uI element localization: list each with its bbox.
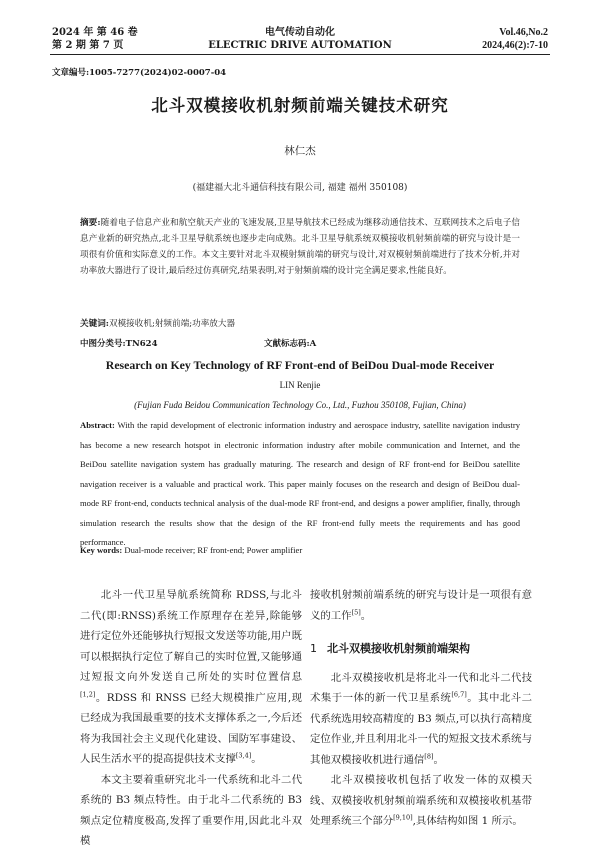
abstract-en-text: With the rapid development of electronic information industry and aerospace industry, satellite navigation industry has become a new research hotspot in electronic information industry after mobile communication and Internet, and the BeiDou satellite navigation system has gradually maturing. The research and design of RF front-end for BeiDou satellite navigation receiver is a valuable and practical work. This paper mainly focuses on the research and design of BeiDou dual-mode RF front-end, conducts technical analysis of the dual-mode RF front-end, and designs a power amplifier, finally, through simulation research the results show that the design of the RF front-end fully meets the requirements and has good performance. <box>80 420 521 547</box>
body-text: 。其中北斗二代系统选用较高精度的 B3 频点,可以执行高精度定位作业,并且利用北斗一代的短报文技术系统与其他双模接收机进行通信 <box>310 692 533 766</box>
body-left-column <box>80 585 302 852</box>
header-volume-en: Vol.46,No.2 <box>499 27 548 38</box>
citation-ref: [1,2] <box>80 690 96 699</box>
body-text: 北斗双模接收机是将北斗一代和北斗二代技术集于一体的新一代卫星系统 <box>310 671 532 704</box>
clc-number <box>80 337 157 349</box>
body-right-column <box>310 585 532 832</box>
abstract-cn <box>80 215 520 279</box>
body-paragraph: 本文主要着重研究北斗一代系统和北斗二代系统的 B3 频点特性。由于北斗二代系统的 B3 频点定位精度极高,发挥了重要作用,因此北斗双模 <box>80 773 302 847</box>
doc-code-value: A <box>309 339 317 349</box>
citation-ref: [8] <box>424 752 434 761</box>
header-pages-en: 2024,46(2):7-10 <box>482 40 548 51</box>
body-paragraph <box>80 585 302 770</box>
keywords-cn-label: 关键词: <box>80 319 109 329</box>
keywords-en-text: Dual-mode receiver; RF front-end; Power amplifier <box>124 545 303 555</box>
section-heading <box>310 639 532 660</box>
journal-name-en: ELECTRIC DRIVE AUTOMATION <box>208 40 392 51</box>
abstract-cn-label: 摘要: <box>80 218 101 228</box>
keywords-cn <box>80 316 520 332</box>
header-issue-cn: 第 2 期 第 7 页 <box>52 40 124 51</box>
body-text: ,具体结构如图 1 所示。 <box>412 815 523 827</box>
affiliation-en: (Fujian Fuda Beidou Communication Technology Co., Ltd., Fuzhou 350108, Fujian, China) <box>134 400 466 410</box>
author-cn: 林仁杰 <box>284 145 316 157</box>
citation-ref: [6,7] <box>451 690 467 699</box>
abstract-cn-text: 随着电子信息产业和航空航天产业的飞速发展,卫星导航技术已经成为继移动通信技术、互联网技术之后电子信息产业新的研究热点,北斗卫星导航系统也逐步走向成熟。北斗卫星导航系统双模接收机射频前端的研究与设计是一项很有价值和实际意义的工作。本文主要针对北斗双模射频前端的研究与设计,对双模射频前端进行了技术分析,并对功率放大器进行了设计,最后经过仿真研究,结果表明,对于射频前端的设计完全满足要求,性能良好。 <box>80 218 520 276</box>
header-volume-cn: 2024 年 第 46 卷 <box>52 27 138 38</box>
journal-name-cn: 电气传动自动化 <box>265 27 335 38</box>
citation-ref: [3,4] <box>235 751 252 760</box>
header-citation <box>482 26 548 52</box>
paper-title-cn: 北斗双模接收机射频前端关键技术研究 <box>151 96 449 115</box>
body-text: 北斗一代卫星导航系统简称 RDSS,与北斗二代(即:RNSS)系统工作原理存在差异,除能够进行定位外还能够执行短报文发送等功能,用户既可以根据执行定位了解自己的实时位置,又能够通过短报文向外发送自己所处的实时位置信息 <box>80 589 302 683</box>
section-title: 北斗双模接收机射频前端架构 <box>327 642 470 655</box>
body-text: 。 <box>360 609 372 622</box>
abstract-en <box>80 416 520 553</box>
citation-ref: [9,10] <box>393 813 413 822</box>
body-paragraph <box>310 770 532 832</box>
author-en: LIN Renjie <box>279 380 321 390</box>
body-text: 。RDSS 和 RNSS 已经大规模推广应用,现已经成为我国最重要的技术支撑体系之一,今后还将为我国社会主义现代化建设、国防军事建设、人民生活水平的提高提供技术支撑 <box>80 691 302 765</box>
citation-ref: [5] <box>351 608 361 617</box>
clc-value: TN624 <box>125 339 158 349</box>
document-code <box>264 337 316 349</box>
section-number: 1 <box>310 642 317 655</box>
body-text: 北斗双模接收机包括了收发一体的双模天线、双模接收机射频前端系统和双模接收机基带处理系统三个部分 <box>310 774 532 827</box>
keywords-en-label: Key words: <box>80 545 123 555</box>
keywords-en <box>80 545 520 555</box>
body-paragraph <box>310 668 532 771</box>
article-number: 文章编号:1005-7277(2024)02-0007-04 <box>52 68 227 78</box>
paper-title-en: Research on Key Technology of RF Front-end of BeiDou Dual-mode Receiver <box>105 358 495 372</box>
clc-label: 中图分类号: <box>80 339 126 349</box>
body-text: 。 <box>433 753 444 766</box>
abstract-en-label: Abstract: <box>80 420 115 430</box>
keywords-cn-text: 双模接收机;射频前端;功率放大器 <box>108 319 236 329</box>
body-paragraph <box>310 585 532 626</box>
affiliation-cn: (福建福大北斗通信科技有限公司, 福建 福州 350108) <box>192 183 408 193</box>
header-rule <box>50 54 550 55</box>
doc-code-label: 文献标志码: <box>264 339 310 349</box>
body-text: 。 <box>251 753 262 765</box>
body-text: 接收机射频前端系统的研究与设计是一项很有意义的工作 <box>310 589 532 622</box>
